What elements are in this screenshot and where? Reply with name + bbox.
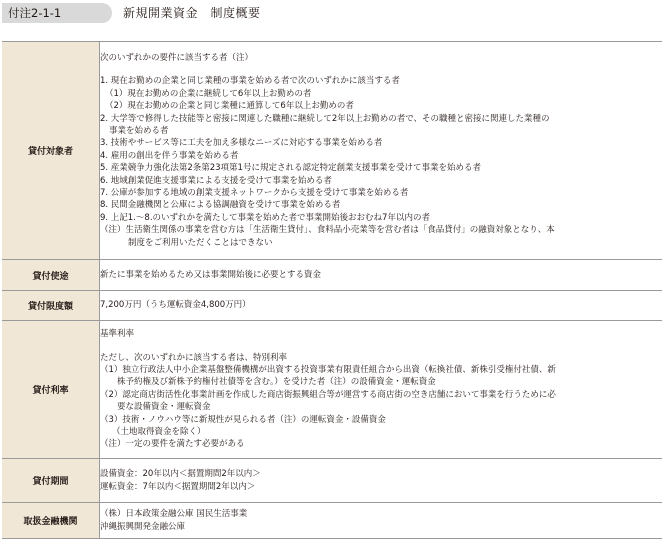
target-item: 4. 雇用の創出を伴う事業を始める者 (100, 150, 239, 161)
target-note: （注）生活衛生関係の事業を営む方は「生活衛生貸付」、食料品小売業等を営む者は「食品貸付」の融資対象となり、本 (100, 225, 555, 236)
table-row-limit (2, 291, 662, 321)
table-row-rate (2, 321, 662, 459)
row-label-limit: 貸付限度額 (2, 291, 100, 321)
row-content-rate (100, 321, 663, 459)
row-label-period: 貸付期間 (2, 459, 100, 503)
institution-line: （株）日本政策金融公庫 国民生活事業 (100, 509, 248, 520)
row-label-rate: 貸付利率 (2, 321, 100, 459)
target-item: 8. 民間金融機関と公庫による協調融資を受けて事業を始める者 (100, 200, 341, 211)
table-row-period (2, 459, 662, 503)
table-row-institution (2, 503, 662, 539)
target-item: 1. 現在お勤めの企業と同じ業種の事業を始める者で次のいずれかに該当する者 (100, 76, 400, 87)
document-title: 新規開業資金 制度概要 (123, 6, 261, 20)
row-content-period (100, 459, 663, 503)
row-label-target: 貸付対象者 (2, 42, 100, 260)
target-item: 5. 産業競争力強化法第2条第23項第1号に規定される認定特定創業支援事業を受けて事業を始める者 (100, 163, 481, 174)
rate-note: （注）一定の要件を満たす必要がある (100, 439, 245, 450)
row-label-institution: 取扱金融機関 (2, 503, 100, 539)
figure-number-badge: 付注2-1-1 (2, 3, 112, 23)
rate-item: （土地取得資金を除く） (112, 427, 206, 438)
institution-line: 沖縄振興開発金融公庫 (100, 521, 186, 532)
target-item: 6. 地域創業促進支援事業による支援を受けて事業を始める者 (100, 175, 332, 186)
overview-table (2, 41, 662, 539)
target-item: （2）現在お勤めの企業と同じ業種に通算して6年以上お勤めの者 (105, 101, 354, 112)
rate-special-intro: ただし、次のいずれかに該当する者は、特別利率 (100, 352, 288, 363)
row-content-purpose (100, 260, 663, 291)
target-item: 事業を始める者 (109, 125, 169, 136)
rate-item: 株予約権及び新株予約権付社債等を含む。）を受けた者（注）の設備資金・運転資金 (117, 377, 436, 388)
rate-base: 基準利率 (100, 329, 135, 340)
rate-item: （1）独立行政法人中小企業基盤整備機構が出資する投資事業有限責任組合から出資（転換社債、新株引受権付社債、新 (100, 364, 556, 375)
target-item: （1）現在お勤めの企業に継続して6年以上お勤めの者 (105, 88, 312, 99)
rate-item: （3）技術・ノウハウ等に新規性が見られる者（注）の運転資金・設備資金 (100, 414, 386, 425)
target-item: 3. 技術やサービス等に工夫を加え多様なニーズに対応する事業を始める者 (100, 138, 383, 149)
target-intro: 次のいずれかの要件に該当する者（注） (100, 52, 254, 63)
limit-text: 7,200万円（うち運転資金4,800万円） (100, 300, 251, 311)
row-content-institution (100, 503, 663, 539)
row-content-limit (100, 291, 663, 321)
table-row-target (2, 42, 662, 260)
table-row-purpose (2, 260, 662, 291)
purpose-text: 新たに事業を始めるため又は事業開始後に必要とする資金 (100, 269, 322, 280)
target-note: 制度をご利用いただくことはできない (128, 237, 273, 248)
row-content-target (100, 42, 663, 260)
rate-item: 要な設備資金・運転資金 (117, 402, 211, 413)
target-item: 9. 上記1.～8.のいずれかを満たして事業を始めた者で事業開始後おおむね7年以内の者 (100, 212, 430, 223)
period-operating: 運転資金：7年以内＜据置期間2年以内＞ (100, 481, 256, 492)
document-header (0, 0, 664, 26)
period-equipment: 設備資金：20年以内＜据置期間2年以内＞ (100, 469, 261, 480)
row-label-purpose: 貸付使途 (2, 260, 100, 291)
target-item: 2. 大学等で修得した技能等と密接に関連した職種に継続して2年以上お勤めの者で、その職種と密接に関連した業種の (100, 113, 550, 124)
rate-item: （2）認定商店街活性化事業計画を作成した商店街振興組合等が運営する商店街の空き店舗において事業を行うために必 (100, 389, 556, 400)
target-item: 7. 公庫が参加する地域の創業支援ネットワークから支援を受けて事業を始める者 (100, 188, 409, 199)
